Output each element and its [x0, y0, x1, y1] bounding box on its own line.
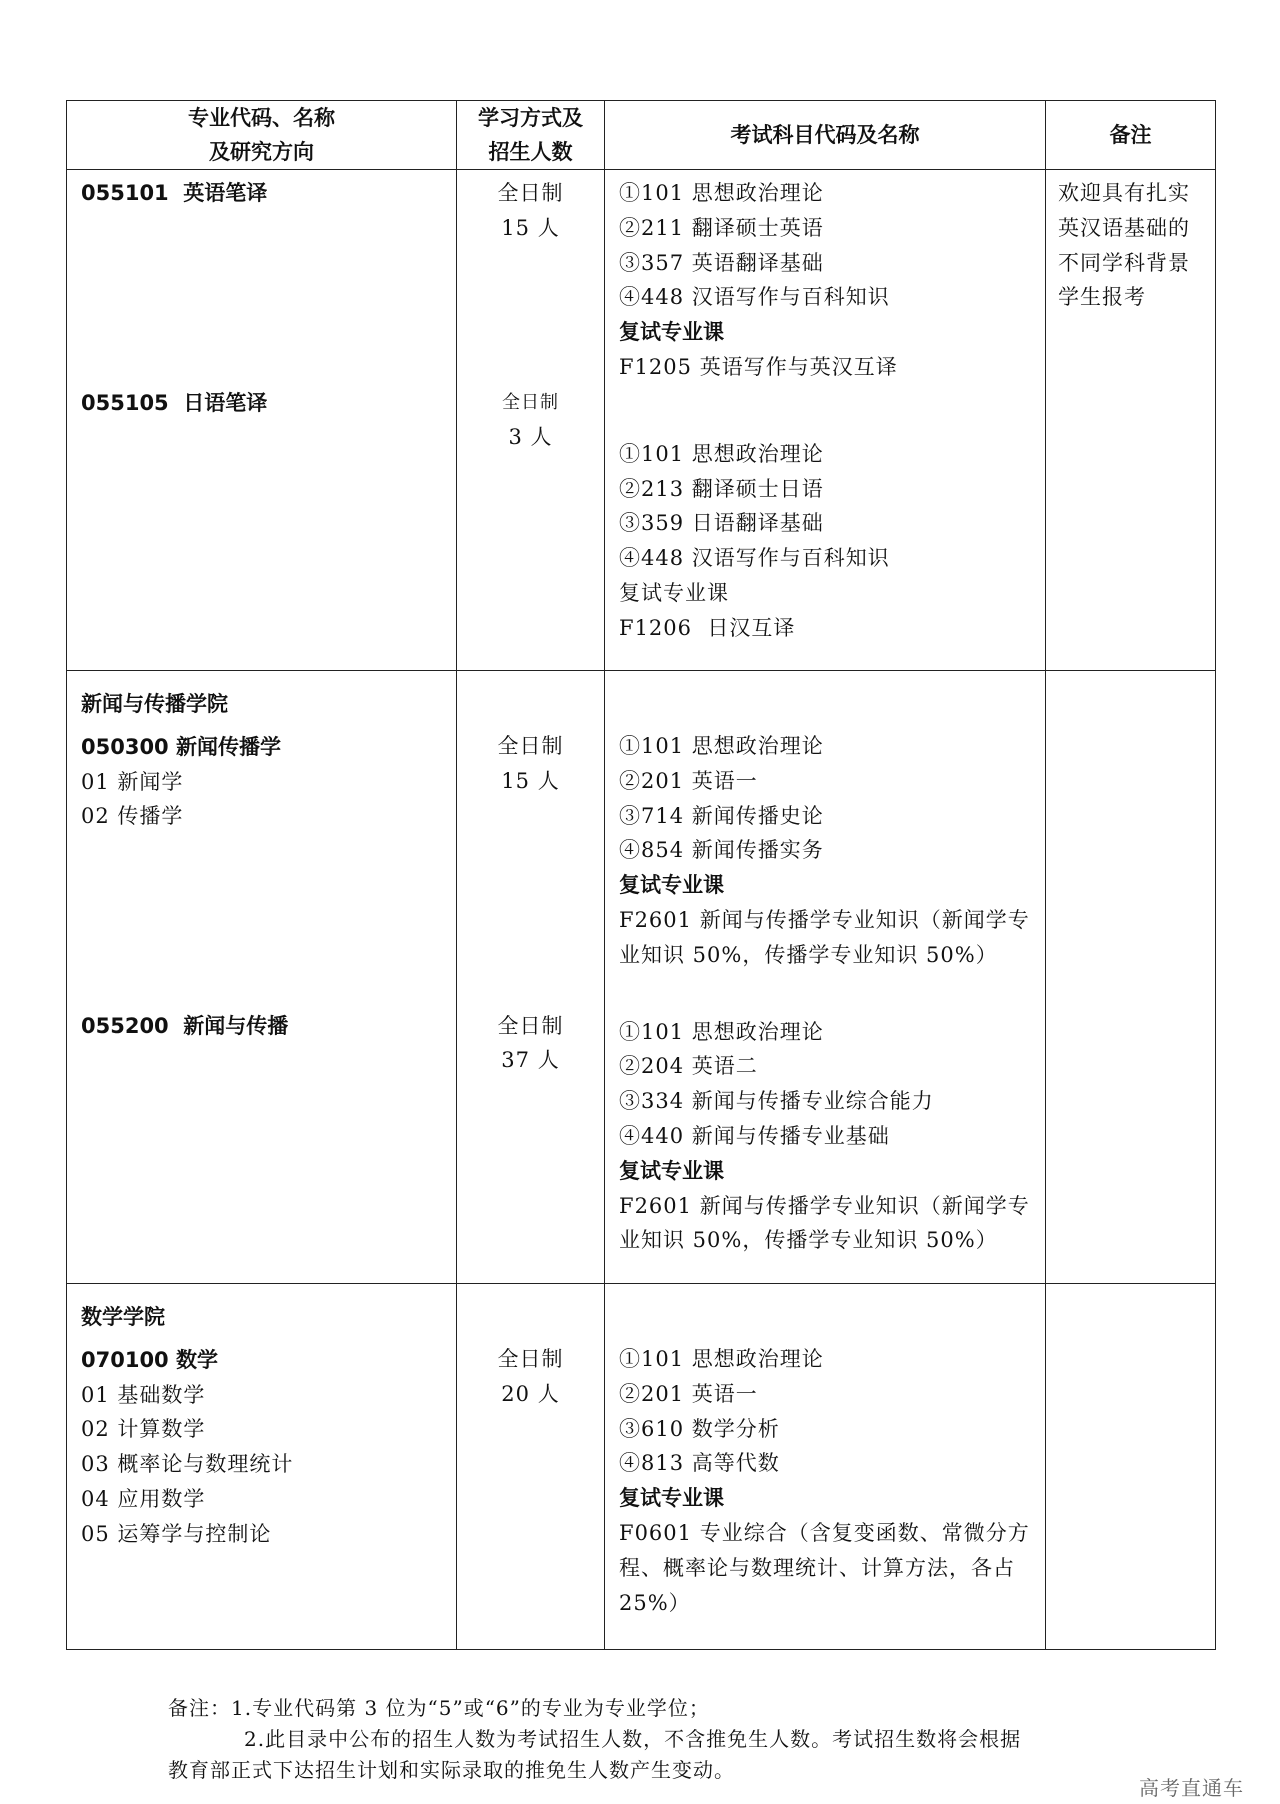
major-code-name: 055101 英语笔译: [81, 181, 268, 205]
subject-item: ①101 思想政治理论: [619, 1347, 824, 1371]
subject-item: ③359 日语翻译基础: [619, 511, 824, 536]
subject-item: ④440 新闻与传播专业基础: [619, 1123, 890, 1148]
header-subjects: 考试科目代码及名称: [605, 101, 1046, 170]
direction-item: 01 基础数学: [81, 1382, 206, 1407]
watermark-text: 高考直通车: [1139, 1776, 1244, 1800]
retest-label: 复试专业课: [619, 1486, 724, 1511]
subjects-cell: [605, 1284, 1046, 1650]
subject-item: ②211 翻译硕士英语: [619, 215, 824, 240]
table-row: [67, 1284, 1216, 1650]
mode-cell: [457, 671, 605, 1284]
table-row: [67, 671, 1216, 1284]
note-line: 欢迎具有扎实: [1058, 181, 1190, 205]
direction-item: 03 概率论与数理统计: [81, 1452, 294, 1477]
subject-item: ④448 汉语写作与百科知识: [619, 546, 890, 571]
footnotes: [168, 1693, 1128, 1786]
direction-item: 01 新闻学: [81, 769, 184, 794]
major-cell: [67, 170, 457, 671]
retest-course: F1206 日汉互译: [619, 615, 796, 640]
study-mode: 全日制: [497, 1013, 564, 1038]
retest-label: 复试专业课: [619, 1158, 724, 1183]
direction-item: 02 传播学: [81, 804, 184, 829]
footnote-3: 教育部正式下达招生计划和实际录取的推免生人数产生变动。: [168, 1758, 735, 1782]
subjects-cell: [605, 671, 1046, 1284]
study-mode: 全日制: [497, 181, 564, 205]
direction-item: 02 计算数学: [81, 1417, 206, 1442]
mode-cell: [457, 170, 605, 671]
subject-item: ④448 汉语写作与百科知识: [619, 285, 890, 310]
subject-item: ④813 高等代数: [619, 1451, 780, 1476]
subject-item: ②201 英语一: [619, 1381, 758, 1406]
retest-course: F2601 新闻与传播学专业知识（新闻学专业知识 50%，传播学专业知识 50%）: [619, 1193, 1030, 1253]
study-mode: 全日制: [502, 391, 559, 413]
study-mode: 全日制: [497, 1347, 564, 1371]
header-notes: 备注: [1046, 101, 1216, 170]
major-code-name: 070100 数学: [81, 1347, 218, 1372]
major-code-name: 050300 新闻传播学: [81, 734, 281, 759]
retest-label: 复试专业课: [619, 580, 729, 605]
footnote-2: 2.此目录中公布的招生人数为考试招生人数，不含推免生人数。考试招生数将会根据: [244, 1727, 1022, 1751]
subject-item: ①101 思想政治理论: [619, 181, 824, 205]
school-name: 新闻与传播学院: [81, 692, 228, 716]
subject-item: ①101 思想政治理论: [619, 1019, 824, 1044]
subject-item: ③357 英语翻译基础: [619, 250, 824, 275]
retest-course: F2601 新闻与传播学专业知识（新闻学专业知识 50%，传播学专业知识 50%）: [619, 907, 1030, 967]
enrollment-count: 15 人: [501, 768, 560, 793]
note-cell: [1046, 1284, 1216, 1650]
note-line: 英汉语基础的: [1058, 215, 1190, 240]
note-cell: [1046, 170, 1216, 671]
note-line: 不同学科背景: [1058, 250, 1190, 275]
retest-course: F1205 英语写作与英汉互译: [619, 354, 898, 379]
enrollment-count: 3 人: [508, 425, 553, 450]
school-name: 数学学院: [81, 1305, 165, 1329]
major-cell: [67, 671, 457, 1284]
subject-item: ②213 翻译硕士日语: [619, 476, 824, 501]
study-mode: 全日制: [497, 734, 564, 758]
footnote-1: 备注：1.专业代码第 3 位为“5”或“6”的专业为专业学位；: [168, 1696, 710, 1720]
header-row: [67, 101, 1216, 170]
direction-item: 05 运筹学与控制论: [81, 1521, 272, 1546]
enrollment-count: 37 人: [501, 1048, 560, 1073]
subject-item: ②201 英语一: [619, 768, 758, 793]
enrollment-count: 15 人: [501, 215, 560, 240]
subject-item: ①101 思想政治理论: [619, 441, 824, 466]
table-row: [67, 170, 1216, 671]
subjects-cell: [605, 170, 1046, 671]
catalog-table: [66, 100, 1216, 1650]
retest-label: 复试专业课: [619, 320, 724, 345]
mode-cell: [457, 1284, 605, 1650]
subject-item: ③610 数学分析: [619, 1416, 780, 1441]
major-code-name: 055200 新闻与传播: [81, 1014, 289, 1039]
note-cell: [1046, 671, 1216, 1284]
retest-label: 复试专业课: [619, 873, 724, 898]
subject-item: ②204 英语二: [619, 1054, 758, 1079]
subject-item: ④854 新闻传播实务: [619, 838, 824, 863]
major-cell: [67, 1284, 457, 1650]
header-major: 专业代码、名称 及研究方向: [67, 101, 457, 170]
header-mode-count: 学习方式及 招生人数: [457, 101, 605, 170]
subject-item: ③334 新闻与传播专业综合能力: [619, 1089, 934, 1114]
note-line: 学生报考: [1058, 285, 1146, 310]
subject-item: ③714 新闻传播史论: [619, 803, 824, 828]
subject-item: ①101 思想政治理论: [619, 734, 824, 758]
direction-item: 04 应用数学: [81, 1486, 206, 1511]
major-code-name: 055105 日语笔译: [81, 390, 268, 415]
enrollment-count: 20 人: [501, 1381, 560, 1406]
retest-course: F0601 专业综合（含复变函数、常微分方程、概率论与数理统计、计算方法，各占 25%）: [619, 1520, 1030, 1615]
